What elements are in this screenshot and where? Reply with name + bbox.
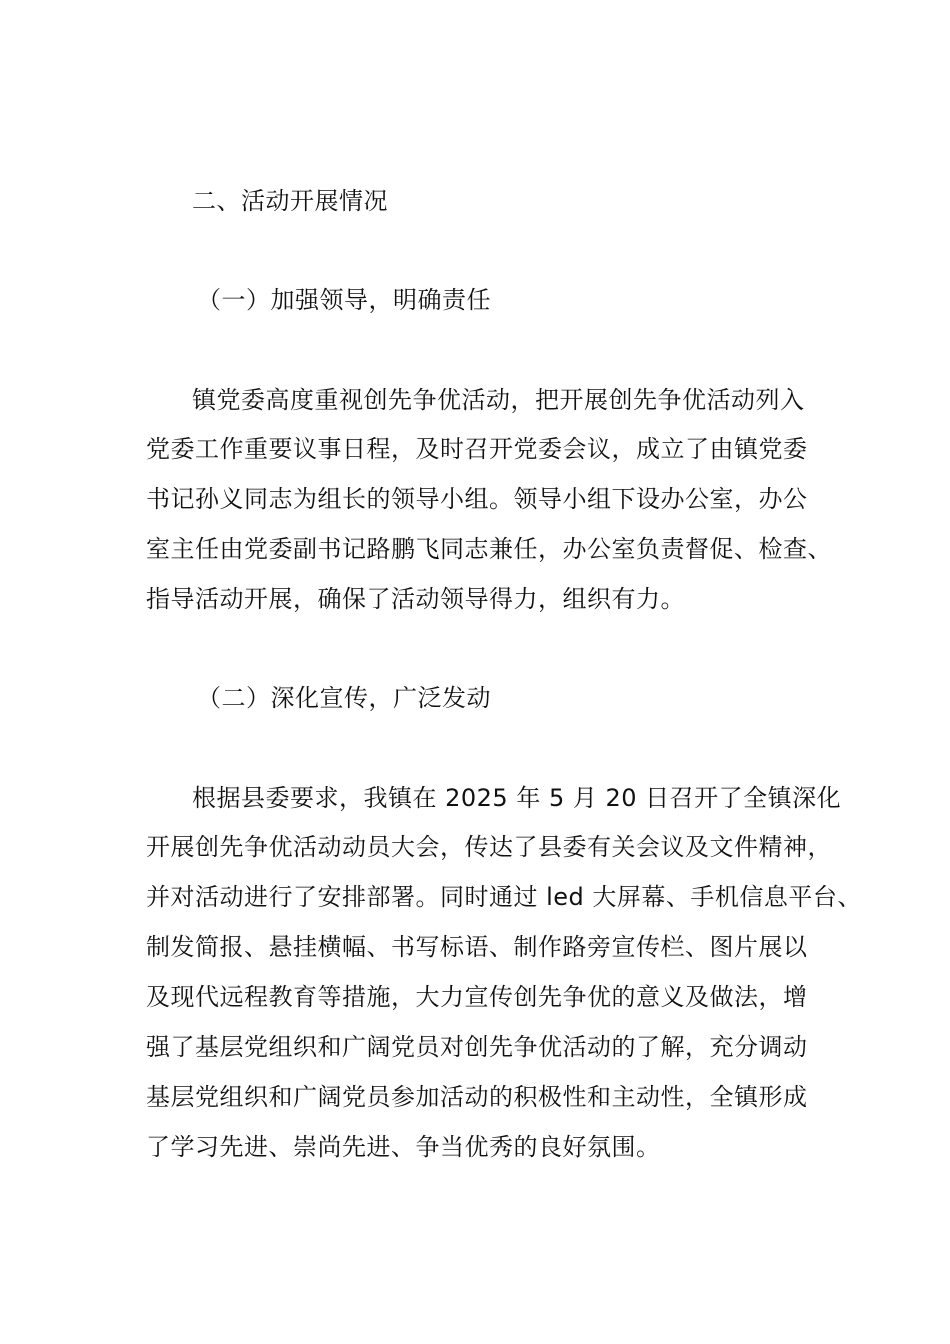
paragraph-2-line-4: 制发简报、悬挂横幅、书写标语、制作路旁宣传栏、图片展以 [146, 933, 808, 961]
paragraph-2-line-1: 根据县委要求，我镇在 2025 年 5 月 20 日召开了全镇深化 [192, 784, 842, 812]
paragraph-2-line-6: 强了基层党组织和广阔党员对创先争优活动的了解，充分调动 [146, 1033, 808, 1061]
section-heading: 二、活动开展情况 [192, 187, 388, 215]
paragraph-1-line-3: 书记孙义同志为组长的领导小组。领导小组下设办公室，办公 [146, 485, 808, 513]
paragraph-2-line-8: 了学习先进、崇尚先进、争当优秀的良好氛围。 [146, 1133, 661, 1161]
subsection-1-title: （一）加强领导，明确责任 [197, 286, 491, 314]
paragraph-2-line-5: 及现代远程教育等措施，大力宣传创先争优的意义及做法，增 [146, 983, 808, 1011]
paragraph-2-line-7: 基层党组织和广阔党员参加活动的积极性和主动性，全镇形成 [146, 1083, 808, 1111]
subsection-2-title: （二）深化宣传，广泛发动 [197, 684, 491, 712]
paragraph-1-line-4: 室主任由党委副书记路鹏飞同志兼任，办公室负责督促、检查、 [146, 535, 832, 563]
paragraph-1-line-5: 指导活动开展，确保了活动领导得力，组织有力。 [146, 585, 685, 613]
paragraph-2-line-2: 开展创先争优活动动员大会，传达了县委有关会议及文件精神， [146, 833, 832, 861]
paragraph-1-line-2: 党委工作重要议事日程，及时召开党委会议，成立了由镇党委 [146, 435, 808, 463]
paragraph-1-line-1: 镇党委高度重视创先争优活动，把开展创先争优活动列入 [192, 386, 805, 414]
paragraph-2-line-3: 并对活动进行了安排部署。同时通过 led 大屏幕、手机信息平台、 [146, 883, 862, 911]
